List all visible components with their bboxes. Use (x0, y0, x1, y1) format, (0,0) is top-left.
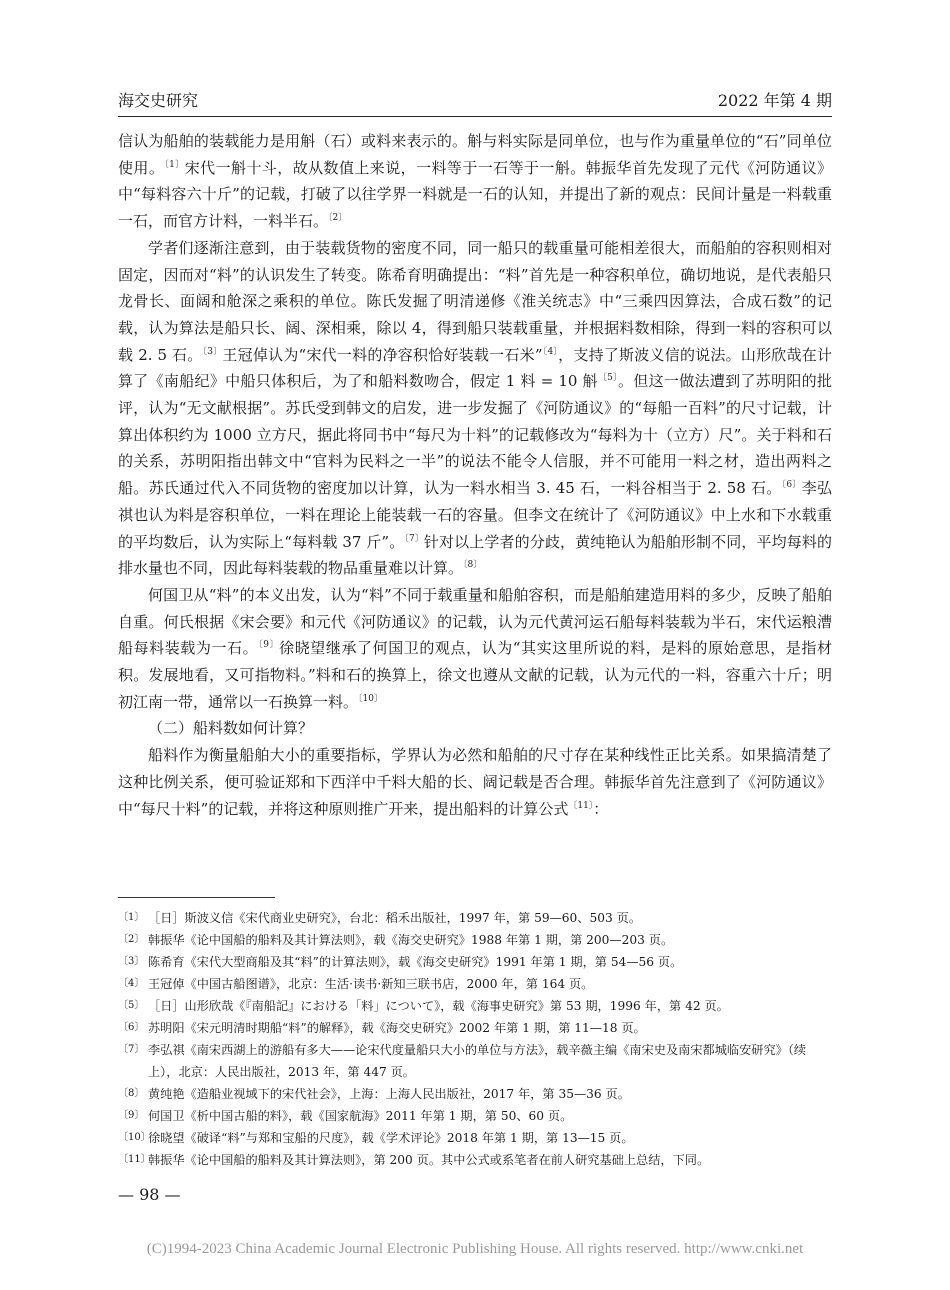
copyright-notice: (C)1994-2023 China Academic Journal Electronic Publishing House. All rights reserved. http://www.cnki.net (146, 1241, 804, 1257)
footnote-rule (118, 897, 275, 898)
footnote-ref[interactable]: 〔4〕 (542, 346, 559, 357)
body-paragraph (118, 128, 832, 235)
footnote-number: 〔5〕 (118, 1000, 145, 1011)
footnote-text: 何国卫《析中国古船的料》，载《国家航海》2011 年第 1 期，第 50、60 页。 (148, 1109, 573, 1123)
footnote-text: 徐晓望《破译“料”与郑和宝船的尺度》，载《学术评论》2018 年第 1 期，第 13—15 页。 (148, 1131, 634, 1145)
footnote-number: 〔7〕 (118, 1044, 145, 1055)
footnote-number: 〔8〕 (118, 1088, 145, 1099)
footnote-ref[interactable]: 〔2〕 (328, 213, 348, 224)
footnote-number: 〔2〕 (118, 934, 145, 945)
footnote-text: 韩振华《论中国船的船料及其计算法则》，第 200 页。其中公式或系笔者在前人研究基础上总结，下同。 (148, 1153, 710, 1167)
text-run: 。但这一做法遭到了苏明阳的批评，认为“无文献根据”。苏氏受到韩文的启发，进一步发掘了《河防通议》的“每船一百料”的尺寸记载，计算出体积约为 1000 立方尺，据此将同书中“每尺为十料”的记载修改为“每料为十（立方）尺”。关于料和石的关系，苏明阳指出韩文中“官料为民料之一半”的说法不能令人信服，并不可能用一料之材，造出两料之船。苏氏通过代入不同货物的密度加以计算，认为一料水相当 3. 45 石，一料谷相当于 2. 58 石。 (118, 372, 832, 498)
footnote-item (118, 929, 832, 951)
text-run: 何国卫从“料”的本义出发，认为“料”不同于载重量和船舶容积，而是船舶建造用料的多少，反映了船舶自重。何氏根据《宋会要》和元代《河防通议》的记载，认为元代黄河运石船每料装载为半石，宋代运粮漕船每料装载为一石。 (118, 585, 832, 658)
page-number: — 98 — (118, 1185, 181, 1204)
footnote-ref[interactable]: 〔6〕 (781, 480, 802, 491)
footnote-ref[interactable]: 〔1〕 (164, 159, 185, 170)
footnote-item (118, 907, 832, 929)
footnote-item (118, 1105, 832, 1127)
footnote-text: 黄纯艳《造船业视域下的宋代社会》，上海：上海人民出版社，2017 年，第 35—36 页。 (148, 1087, 630, 1101)
footnote-number: 〔10〕 (118, 1132, 151, 1143)
footnote-text: 李弘祺《南宋西湖上的游船有多大——论宋代度量船只大小的单位与方法》，载辛薇主编《南宋史及南宋都城临安研究》（续上），北京：人民出版社，2013 年，第 447 页。 (148, 1043, 807, 1079)
footnote-item (118, 1039, 832, 1083)
footnote-text: 韩振华《论中国船的船料及其计算法则》，载《海交史研究》1988 年第 1 期，第 200—203 页。 (148, 933, 674, 947)
footnote-ref[interactable]: 〔10〕 (358, 693, 383, 704)
footnote-ref[interactable]: 〔5〕 (597, 373, 618, 384)
footnote-text: ［日］斯波义信《宋代商业史研究》，台北：稻禾出版社，1997 年，第 59—60、503 页。 (148, 911, 642, 925)
footnote-number: 〔4〕 (118, 978, 145, 989)
section-subheading (118, 715, 832, 742)
text-run: 王冠倬认为“宋代一料的净容积恰好装载一石米” (222, 345, 543, 364)
footnote-text: ［日］山形欣哉《『南船記』における「料」について》，载《海事史研究》第 53 期，1996 年，第 42 页。 (148, 999, 729, 1013)
footnote-number: 〔3〕 (118, 956, 145, 967)
text-run: 针对以上学者的分歧，黄纯艳认为船舶形制不同，平均每料的排水量也不同，因此每料装载的物品重量难以计算。 (118, 532, 832, 578)
journal-title: 海交史研究 (118, 91, 199, 110)
footnote-ref[interactable]: 〔11〕 (568, 800, 594, 811)
footnote-number: 〔11〕 (118, 1154, 151, 1165)
footnote-item (118, 1083, 832, 1105)
text-run: 船料作为衡量船舶大小的重要指标，学界认为必然和船舶的尺寸存在某种线性正比关系。如果搞清楚了这种比例关系，便可验证郑和下西洋中千料大船的长、阔记载是否合理。韩振华首先注意到了《河防通议》中“每尺十料”的记载，并将这种原则推广开来，提出船料的计算公式 (118, 746, 832, 818)
header-rule (118, 116, 832, 117)
body-paragraph (118, 582, 832, 716)
footnote-item (118, 1149, 832, 1171)
text-run: 学者们逐渐注意到，由于装载货物的密度不同，同一船只的载重量可能相差很大，而船舶的容积则相对固定，因而对“料”的认识发生了转变。陈希育明确提出：“料”首先是一种容积单位，确切地说，是代表船只龙骨长、面阔和舱深之乘积的单位。陈氏发掘了明清递修《淮关统志》中“三乘四因算法，合成石数”的记载，认为算法是船只长、阔、深相乘，除以 4，得到船只装载重量，并根据料数相除，得到一料的容积可以载 2. 5 石。 (118, 238, 832, 364)
footnote-ref[interactable]: 〔7〕 (404, 533, 424, 544)
footnote-ref[interactable]: 〔9〕 (258, 640, 280, 651)
footnote-ref[interactable]: 〔3〕 (202, 346, 223, 357)
text-run: 宋代一斛十斗，故从数值上来说，一料等于一石等于一斛。韩振华首先发现了元代《河防通议》中“每料容六十斤”的记载，打破了以往学界一料就是一石的认知，并提出了新的观点：民间计量是一料载重一石，而官方计料，一料半石。 (118, 158, 832, 231)
footnote-item (118, 973, 832, 995)
footnote-text: 王冠倬《中国古船图谱》，北京：生活·读书·新知三联书店，2000 年，第 164 页。 (148, 977, 594, 991)
footnote-item (118, 951, 832, 973)
text-run: （二）船料数如何计算？ (148, 719, 314, 738)
text-run: ： (593, 799, 609, 818)
footnote-ref[interactable]: 〔8〕 (463, 560, 483, 571)
footnote-item (118, 995, 832, 1017)
footnote-number: 〔1〕 (118, 912, 145, 923)
text-run: 李弘祺也认为料是容积单位，一料在理论上能装载一石的容量。但李文在统计了《河防通议》中上水和下水载重的平均数后，认为实际上“每料载 37 斤”。 (118, 479, 832, 551)
body-paragraph (118, 235, 832, 582)
footnote-item (118, 1127, 832, 1149)
footnote-number: 〔6〕 (118, 1022, 145, 1033)
footnote-text: 陈希育《宋代大型商船及其“料”的计算法则》，载《海交史研究》1991 年第 1 期，第 54—56 页。 (148, 955, 683, 969)
issue-label: 2022 年第 4 期 (717, 91, 832, 110)
running-header (118, 88, 832, 111)
footnote-number: 〔9〕 (118, 1110, 145, 1121)
footnotes (118, 907, 832, 1171)
text-run: 信认为船舶的装载能力是用斛（石）或料来表示的。斛与料实际是同单位，也与作为重量单位的“石”同单位使用。 (118, 132, 832, 177)
footnote-item (118, 1017, 832, 1039)
article-body (118, 128, 832, 822)
text-run: 徐晓望继承了何国卫的观点，认为“其实这里所说的料，是料的原始意思，是指材积。发展地看，又可指物料。”料和石的换算上，徐文也遵从文献的记载，认为元代的一料，容重六十斤；明初江南一带，通常以一石换算一料。 (118, 639, 832, 711)
footnote-text: 苏明阳《宋元明清时期船“料”的解释》，载《海交史研究》2002 年第 1 期，第 11—18 页。 (148, 1021, 646, 1035)
body-paragraph (118, 742, 832, 822)
text-run: ，支持了斯波义信的说法。山形欣哉在计算了《南船纪》中船只体积后，为了和船料数吻合，假定 1 料 = 10 斛 (118, 345, 832, 391)
